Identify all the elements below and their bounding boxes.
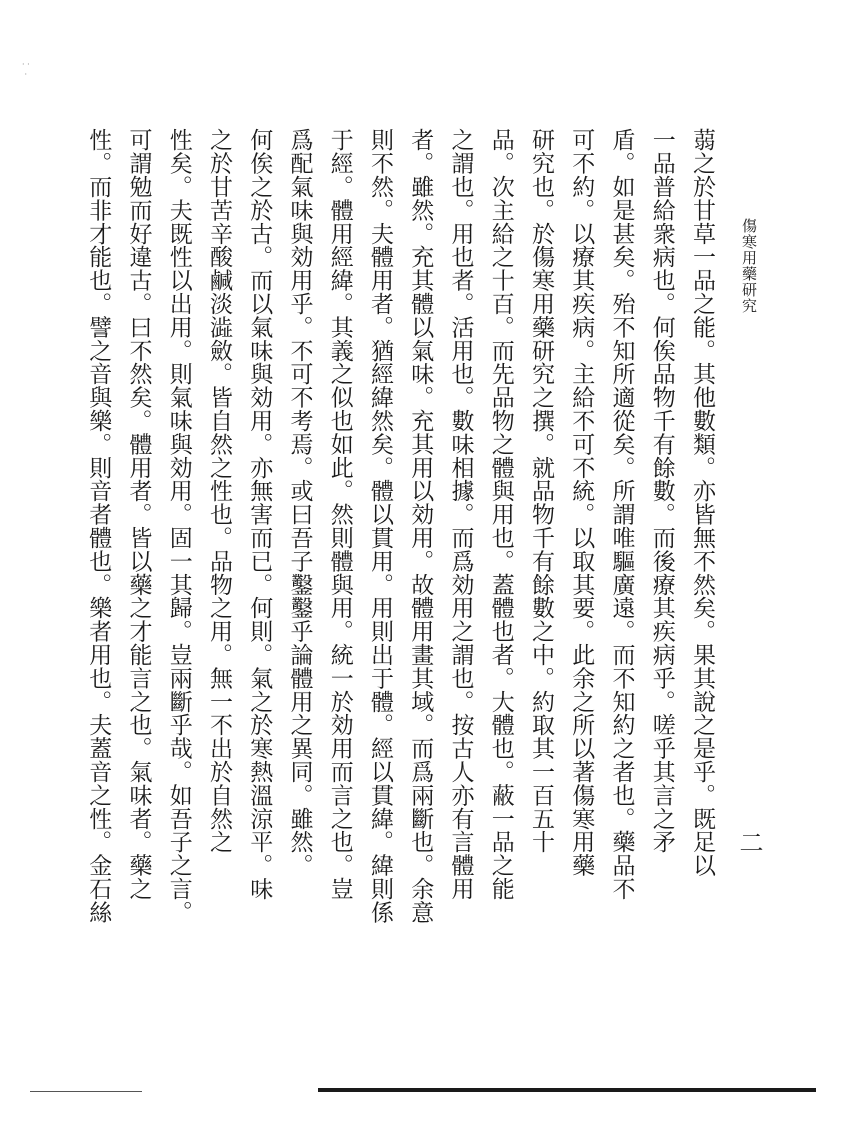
text-column: 之謂也。用也者。活用也。數味相據。而爲効用之謂也。按古人亦有言體用 bbox=[447, 128, 474, 901]
text-column: 之於甘苦辛酸鹹淡澁斂。皆自然之性也。品物之用。無一不出於自然之 bbox=[206, 128, 232, 854]
text-column: 則不然。夫體用者。猶經緯然矣。體以貫用。用則出于體。經以貫緯。緯則係 bbox=[367, 128, 393, 924]
text-column: 爲配氣味與効用乎。不可不考焉。或曰吾子鑿鑿乎論體用之異同。雖然。 bbox=[286, 128, 313, 877]
text-column: 可不約。以療其疾病。主給不可不統。以取其要。此余之所以著傷寒用藥 bbox=[568, 128, 595, 877]
bottom-rule-short bbox=[30, 1091, 142, 1092]
text-column: 研究也。於傷寒用藥研究之撰。就品物千有餘數之中。約取其一百五十 bbox=[528, 128, 554, 854]
text-column: 性。而非才能也。譬之音與樂。則音者體也。樂者用也。夫蓋音之性。金石絲 bbox=[85, 128, 112, 924]
text-column: 蒻之於甘草一品之能。其他數類。亦皆無不然矣。果其說之是乎。既足以 bbox=[689, 128, 715, 877]
bottom-rule bbox=[318, 1088, 816, 1092]
text-column: 一品普給衆病也。何俟品物千有餘數。而後療其疾病乎。嗟乎其言之矛 bbox=[648, 128, 675, 854]
scan-specks: · · · bbox=[22, 60, 30, 79]
text-column: 性矣。夫既性以出用。則氣味與効用。固一其歸。豈兩斷乎哉。如吾子之言。 bbox=[165, 128, 192, 924]
body-text bbox=[85, 128, 722, 924]
text-column: 可謂勉而好違古。曰不然矣。體用者。皆以藥之才能言之也。氣味者。藥之 bbox=[125, 128, 152, 901]
text-column: 何俟之於古。而以氣味與効用。亦無害而已。何則。氣之於寒熱溫涼平。味 bbox=[246, 128, 273, 901]
text-column: 于經。體用經緯。其義之似也如此。然則體與用。統一於効用而言之也。豈 bbox=[326, 128, 353, 901]
text-column: 盾。如是甚矣。殆不知所適從矣。所謂唯驅廣遠。而不知約之者也。藥品不 bbox=[608, 128, 635, 901]
running-head: 傷寒用藥研究 bbox=[740, 218, 758, 314]
text-column: 品。次主給之十百。而先品物之體與用也。蓋體也者。大體也。蔽一品之能 bbox=[487, 128, 514, 901]
page-number: 二 bbox=[735, 830, 763, 854]
text-column: 者。雖然。充其體以氣味。充其用以効用。故體用畫其域。而爲兩斷也。余意 bbox=[407, 128, 434, 924]
